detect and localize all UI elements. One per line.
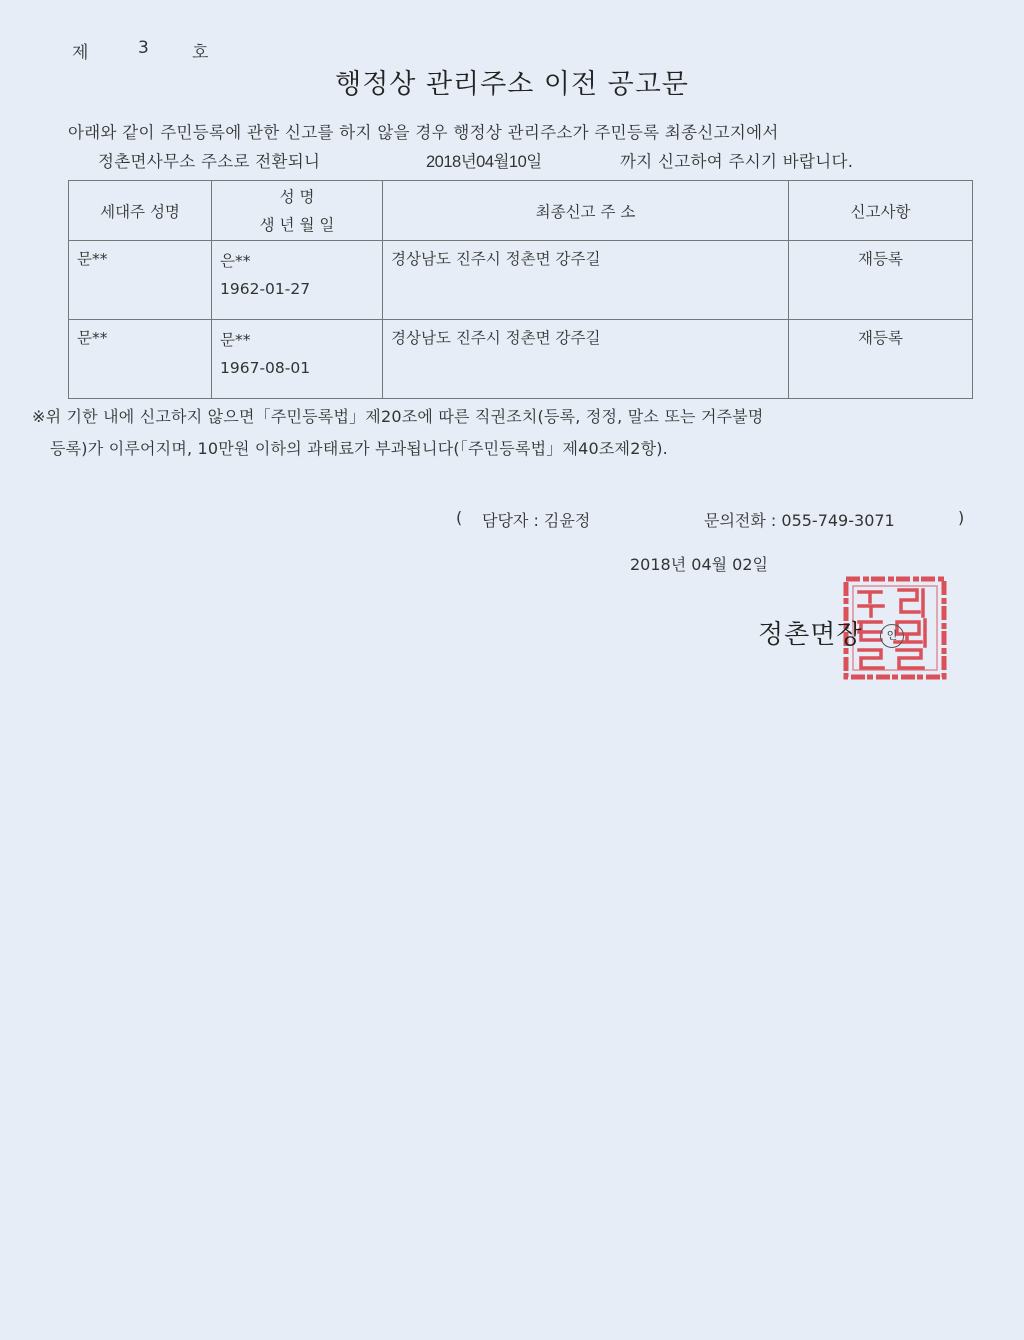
- table-row: [69, 320, 973, 399]
- contact-person: 담당자 : 김윤정: [482, 511, 591, 530]
- intro-line-2a: 정촌면사무소 주소로 전환되니: [98, 152, 321, 171]
- table-header-row: [69, 181, 973, 241]
- header-address: 최종신고 주 소: [383, 181, 789, 241]
- resident-name: 은**: [220, 252, 251, 270]
- notice-note-line-2: 등록)가 이루어지며, 10만원 이하의 과태료가 부과됩니다(「주민등록법」제40조제2항).: [50, 439, 668, 458]
- deadline-date: 2018년04월10일: [426, 153, 542, 171]
- status-cell: 재등록: [789, 320, 973, 399]
- notice-note-line-1: ※위 기한 내에 신고하지 않으면「주민등록법」제20조에 따른 직권조치(등록, 정정, 말소 또는 거주불명: [32, 407, 764, 426]
- issue-date: 2018년 04월 02일: [630, 555, 768, 574]
- doc-number-label: 제: [72, 43, 89, 63]
- status-cell: 재등록: [789, 241, 973, 320]
- header-status: 신고사항: [789, 181, 973, 241]
- header-name: 성 명: [279, 187, 315, 206]
- name-birth-cell: [212, 241, 383, 320]
- householder-cell: 문**: [69, 320, 212, 399]
- seal-mark: 인: [880, 624, 904, 648]
- header-householder: 세대주 성명: [69, 181, 212, 241]
- header-birth: 생 년 월 일: [259, 215, 335, 234]
- signer-title: 정촌면장: [758, 620, 863, 650]
- name-birth-cell: [212, 320, 383, 399]
- doc-number-suffix: 호: [192, 43, 209, 63]
- doc-number-value: 3: [138, 38, 149, 58]
- contact-phone: 문의전화 : 055-749-3071: [704, 511, 895, 530]
- intro-line-1: 아래와 같이 주민등록에 관한 신고를 하지 않을 경우 행정상 관리주소가 주민등록 최종신고지에서: [68, 123, 779, 142]
- contact-close-paren: ): [958, 508, 965, 527]
- header-name-birth: [212, 181, 383, 241]
- resident-name: 문**: [220, 331, 251, 349]
- birth-date: 1962-01-27: [220, 280, 311, 298]
- address-cell: 경상남도 진주시 정촌면 강주길: [383, 320, 789, 399]
- contact-open-paren: (: [456, 508, 463, 527]
- birth-date: 1967-08-01: [220, 359, 311, 377]
- address-cell: 경상남도 진주시 정촌면 강주길: [383, 241, 789, 320]
- notice-table: [68, 180, 973, 399]
- intro-line-2b: 까지 신고하여 주시기 바랍니다.: [620, 152, 854, 171]
- page-title: 행정상 관리주소 이전 공고문: [335, 69, 689, 100]
- table-row: [69, 241, 973, 320]
- householder-cell: 문**: [69, 241, 212, 320]
